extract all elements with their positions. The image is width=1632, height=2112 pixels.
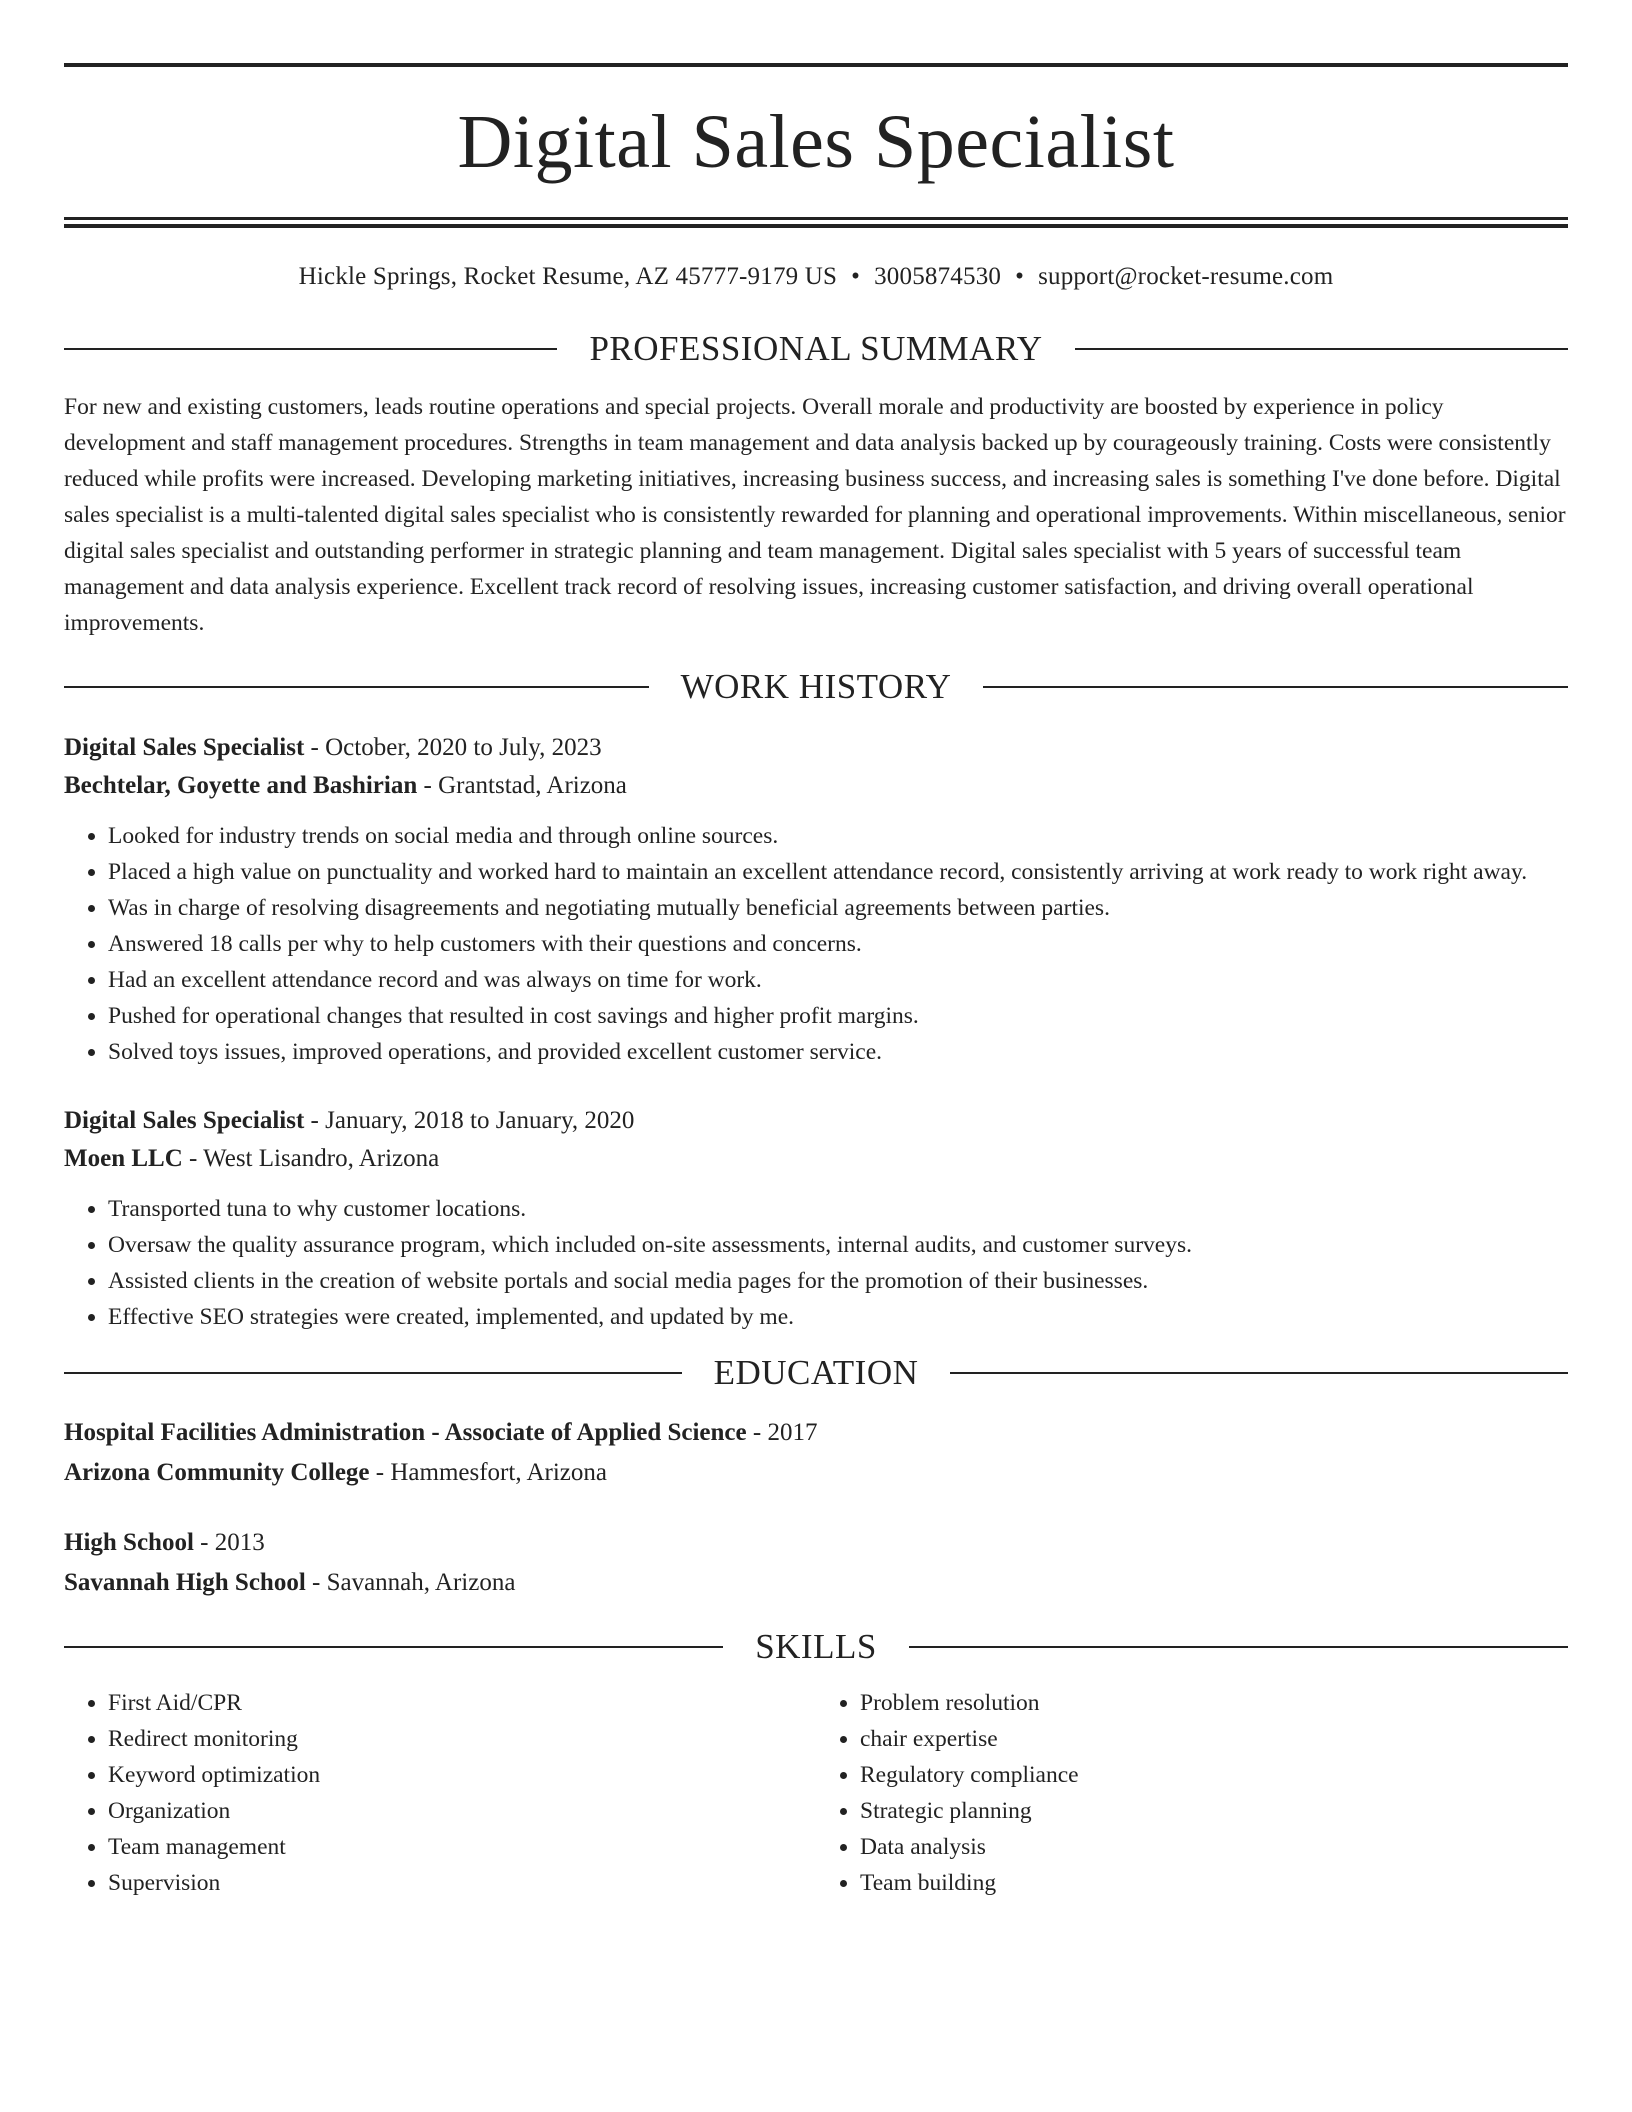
job-bullets (64, 818, 1568, 1070)
section-heading-summary (64, 329, 1568, 369)
heading-rule-right (1075, 348, 1568, 350)
skills-columns (64, 1685, 1568, 1901)
job-title-line (64, 1102, 1568, 1140)
skill-item: • Regulatory compliance (860, 1757, 1568, 1793)
education-school: Arizona Community College (64, 1459, 370, 1486)
skill-item: • Data analysis (860, 1829, 1568, 1865)
heading-rule-right (950, 1372, 1568, 1374)
education-degree-line (64, 1523, 1568, 1563)
job-title: Digital Sales Specialist (64, 734, 305, 761)
resume-title: Digital Sales Specialist (457, 100, 1175, 184)
job-dates: - January, 2018 to January, 2020 (304, 1107, 635, 1134)
education-entry (64, 1523, 1568, 1603)
skill-item: • Strategic planning (860, 1793, 1568, 1829)
contact-email[interactable]: support@rocket-resume.com (1038, 263, 1334, 290)
job-bullet: • Transported tuna to why customer locations. (108, 1191, 1568, 1227)
skill-item: • Redirect monitoring (108, 1721, 816, 1757)
section-label-skills: SKILLS (755, 1627, 877, 1666)
section-label-education: EDUCATION (713, 1353, 919, 1392)
section-label-work: WORK HISTORY (680, 667, 952, 706)
skills-list-right (816, 1685, 1568, 1901)
skill-item: • Team building (860, 1865, 1568, 1901)
skill-item: • Organization (108, 1793, 816, 1829)
job-bullet: • Oversaw the quality assurance program, which included on-site assessments, internal audits, and customer surveys. (108, 1227, 1568, 1263)
skill-item: • First Aid/CPR (108, 1685, 816, 1721)
job-bullet: • Answered 18 calls per why to help customers with their questions and concerns. (108, 926, 1568, 962)
job-company: Moen LLC (64, 1145, 183, 1172)
job-bullet: • Assisted clients in the creation of website portals and social media pages for the promotion of their businesses. (108, 1263, 1568, 1299)
job-bullet: • Solved toys issues, improved operations, and provided excellent customer service. (108, 1034, 1568, 1070)
job-dates: - October, 2020 to July, 2023 (304, 734, 602, 761)
education-degree-line (64, 1413, 1568, 1453)
job-entry (64, 1102, 1568, 1335)
skill-item: • Team management (108, 1829, 816, 1865)
job-bullet: • Had an excellent attendance record and was always on time for work. (108, 962, 1568, 998)
job-location: - West Lisandro, Arizona (182, 1145, 440, 1172)
job-bullet: • Looked for industry trends on social media and through online sources. (108, 818, 1568, 854)
heading-rule-left (64, 686, 649, 688)
contact-line (64, 261, 1568, 293)
contact-phone: 3005874530 (874, 263, 1002, 290)
heading-rule-left (64, 348, 557, 350)
job-entry (64, 729, 1568, 1070)
skill-item: • Problem resolution (860, 1685, 1568, 1721)
skill-item: • Keyword optimization (108, 1757, 816, 1793)
contact-separator: • (1015, 263, 1025, 290)
education-location: - Hammesfort, Arizona (369, 1459, 607, 1486)
job-location: - Grantstad, Arizona (417, 772, 627, 799)
education-degree: Hospital Facilities Administration - Associate of Applied Science (64, 1419, 747, 1446)
title-double-rule (64, 217, 1568, 228)
job-company: Bechtelar, Goyette and Bashirian (64, 772, 418, 799)
summary-paragraph: For new and existing customers, leads routine operations and special projects. Overall morale and productivity are boosted by experience in policy development and staff management procedures. Strengths in team management and data analysis backed up by courageously training. Costs were consistently reduced while profits were increased. Developing marketing initiatives, increasing business success, and increasing sales is something I've done before. Digital sales specialist is a multi-talented digital sales specialist who is consistently rewarded for planning and operational improvements. Within miscellaneous, senior digital sales specialist and outstanding performer in strategic planning and team management. Digital sales specialist with 5 years of successful team management and data analysis experience. Excellent track record of resolving issues, increasing customer satisfaction, and driving overall operational improvements. (64, 394, 1566, 636)
heading-rule-left (64, 1372, 682, 1374)
contact-separator: • (851, 263, 861, 290)
section-heading-skills (64, 1627, 1568, 1667)
heading-rule-right (909, 1646, 1568, 1648)
job-bullets (64, 1191, 1568, 1335)
contact-address: Hickle Springs, Rocket Resume, AZ 45777-9179 US (298, 263, 838, 290)
education-degree: High School (64, 1529, 194, 1556)
job-bullet: • Pushed for operational changes that resulted in cost savings and higher profit margins. (108, 998, 1568, 1034)
education-school-line (64, 1563, 1568, 1603)
section-label-summary: PROFESSIONAL SUMMARY (589, 329, 1043, 368)
education-location: - Savannah, Arizona (305, 1569, 516, 1596)
skills-list-left (64, 1685, 816, 1901)
job-bullet: • Was in charge of resolving disagreements and negotiating mutually beneficial agreements between parties. (108, 890, 1568, 926)
education-year: - 2013 (193, 1529, 265, 1556)
heading-rule-left (64, 1646, 723, 1648)
skill-item: • Supervision (108, 1865, 816, 1901)
heading-rule-right (983, 686, 1568, 688)
education-school: Savannah High School (64, 1569, 306, 1596)
job-bullet: • Effective SEO strategies were created, implemented, and updated by me. (108, 1299, 1568, 1335)
job-company-line (64, 767, 1568, 805)
section-heading-work (64, 667, 1568, 707)
education-year: - 2017 (746, 1419, 818, 1446)
top-rule (64, 63, 1568, 67)
education-entry (64, 1413, 1568, 1493)
education-school-line (64, 1453, 1568, 1493)
job-bullet: • Placed a high value on punctuality and worked hard to maintain an excellent attendance record, consistently arriving at work ready to work right away. (108, 854, 1568, 890)
job-title-line (64, 729, 1568, 767)
job-company-line (64, 1140, 1568, 1178)
job-title: Digital Sales Specialist (64, 1107, 305, 1134)
section-heading-education (64, 1353, 1568, 1393)
skill-item: • chair expertise (860, 1721, 1568, 1757)
